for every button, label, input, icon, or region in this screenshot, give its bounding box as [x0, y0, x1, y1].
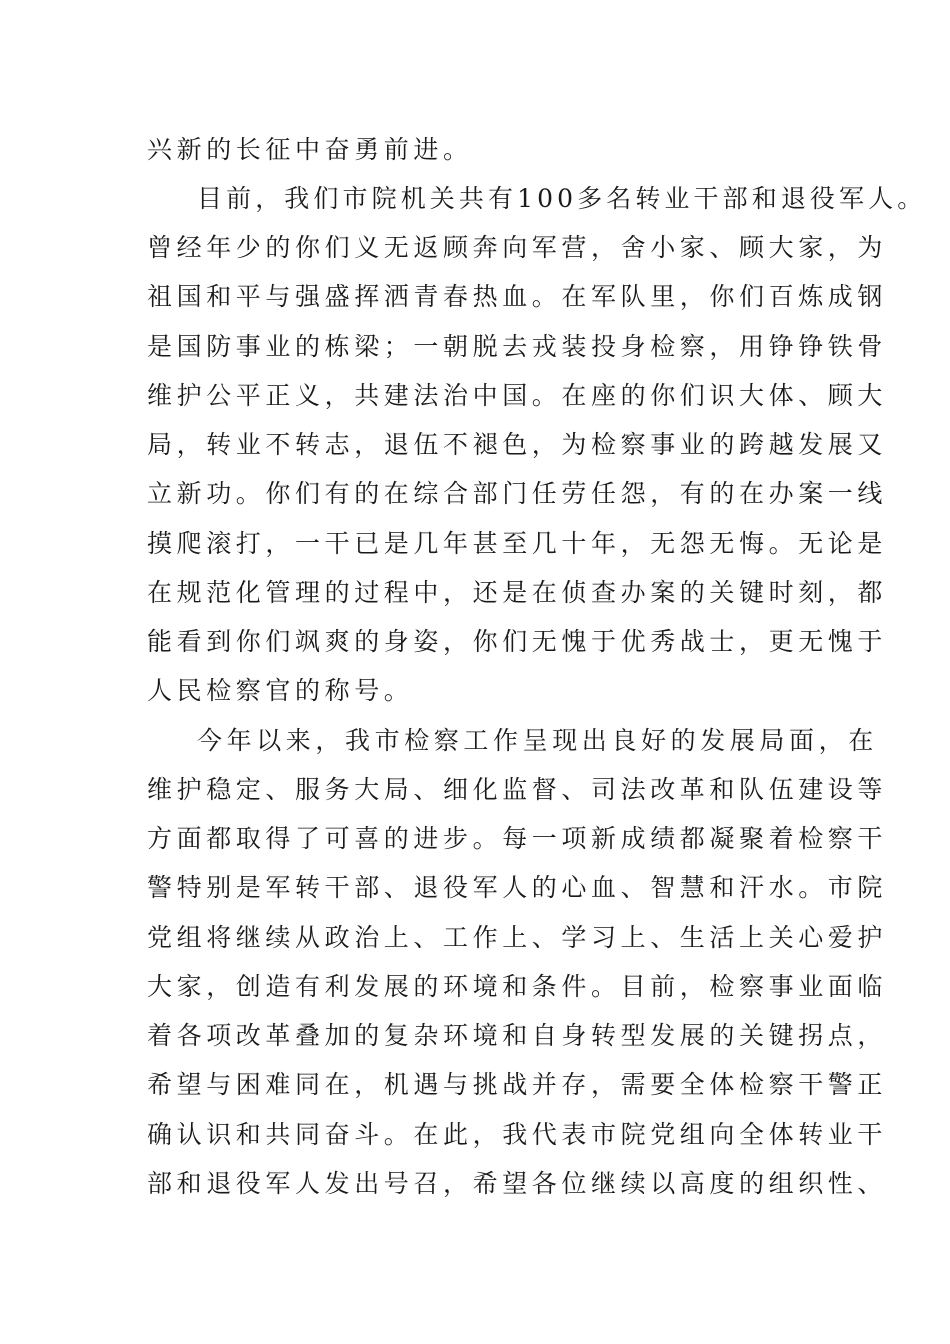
text-line: 摸爬滚打，一干已是几年甚至几十年，无怨无悔。无论是 [147, 529, 888, 558]
text-line: 党组将继续从政治上、工作上、学习上、生活上关心爱护 [147, 923, 888, 952]
text-line: 是国防事业的栋梁；一朝脱去戎装投身检察，用铮铮铁骨 [147, 332, 888, 361]
text-line: 方面都取得了可喜的进步。每一项新成绩都凝聚着检察干 [147, 824, 888, 853]
text-line: 能看到你们飒爽的身姿，你们无愧于优秀战士，更无愧于 [147, 627, 888, 656]
text-line: 维护稳定、服务大局、细化监督、司法改革和队伍建设等 [147, 775, 888, 804]
text-line: 着各项改革叠加的复杂环境和自身转型发展的关键拐点， [147, 1021, 888, 1050]
text-line: 立新功。你们有的在综合部门任劳任怨，有的在办案一线 [147, 479, 888, 508]
text-line: 部和退役军人发出号召，希望各位继续以高度的组织性、 [147, 1169, 888, 1198]
text-line: 人民检察官的称号。 [147, 676, 414, 705]
text-line: 确认识和共同奋斗。在此，我代表市院党组向全体转业干 [147, 1120, 888, 1149]
text-line: 局，转业不转志，退伍不褪色，为检察事业的跨越发展又 [147, 430, 888, 459]
text-line: 在规范化管理的过程中，还是在侦查办案的关键时刻，都 [147, 578, 888, 607]
text-line: 警特别是军转干部、退役军人的心血、智慧和汗水。市院 [147, 873, 888, 902]
text-line: 祖国和平与强盛挥洒青春热血。在军队里，你们百炼成钢 [147, 282, 888, 311]
text-line: 大家，创造有利发展的环境和条件。目前，检察事业面临 [147, 972, 888, 1001]
paragraph-start-line: 今年以来，我市检察工作呈现出良好的发展局面，在 [197, 726, 878, 755]
text-line: 曾经年少的你们义无返顾奔向军营，舍小家、顾大家，为 [147, 233, 888, 262]
text-line: 兴新的长征中奋勇前进。 [147, 135, 473, 164]
text-line: 维护公平正义，共建法治中国。在座的你们识大体、顾大 [147, 381, 888, 410]
text-line: 希望与困难同在，机遇与挑战并存，需要全体检察干警正 [147, 1070, 888, 1099]
paragraph-start-line: 目前，我们市院机关共有100多名转业干部和退役军人。 [197, 184, 927, 213]
